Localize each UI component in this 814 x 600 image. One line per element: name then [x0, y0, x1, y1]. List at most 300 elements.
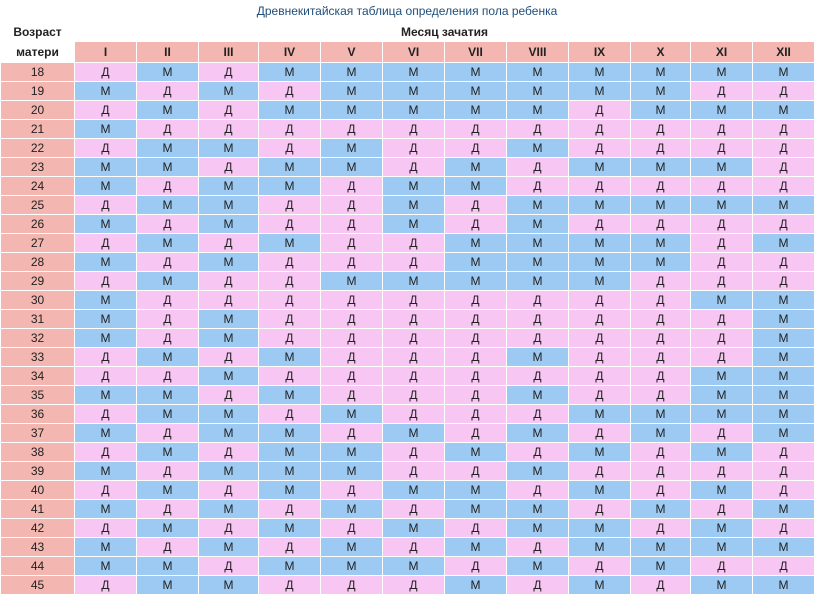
mother-age-cell: 23 [1, 158, 75, 177]
girl-cell: Д [631, 215, 691, 234]
girl-cell: Д [445, 405, 507, 424]
boy-cell: М [691, 367, 753, 386]
boy-cell: М [631, 82, 691, 101]
boy-cell: М [569, 253, 631, 272]
boy-cell: М [383, 196, 445, 215]
girl-cell: Д [753, 139, 814, 158]
boy-cell: М [507, 253, 569, 272]
girl-cell: Д [321, 519, 383, 538]
girl-cell: Д [569, 139, 631, 158]
boy-cell: М [321, 63, 383, 82]
table-row [1, 348, 814, 367]
boy-cell: М [199, 462, 259, 481]
table-row [1, 443, 814, 462]
girl-cell: Д [445, 215, 507, 234]
month-column-header: II [137, 42, 199, 63]
boy-cell: М [445, 538, 507, 557]
table-row [1, 120, 814, 139]
girl-cell: Д [321, 120, 383, 139]
month-column-header: VI [383, 42, 445, 63]
boy-cell: М [75, 386, 137, 405]
girl-cell: Д [691, 253, 753, 272]
boy-cell: М [199, 215, 259, 234]
girl-cell: Д [445, 424, 507, 443]
boy-cell: М [383, 519, 445, 538]
boy-cell: М [137, 481, 199, 500]
boy-cell: М [259, 443, 321, 462]
boy-cell: М [507, 272, 569, 291]
boy-cell: М [631, 158, 691, 177]
girl-cell: Д [199, 63, 259, 82]
girl-cell: Д [631, 443, 691, 462]
girl-cell: Д [383, 291, 445, 310]
mother-age-cell: 41 [1, 500, 75, 519]
mother-age-cell: 37 [1, 424, 75, 443]
girl-cell: Д [569, 462, 631, 481]
boy-cell: М [753, 329, 814, 348]
girl-cell: Д [383, 386, 445, 405]
girl-cell: Д [631, 348, 691, 367]
girl-cell: Д [199, 234, 259, 253]
boy-cell: М [259, 63, 321, 82]
boy-cell: М [75, 253, 137, 272]
girl-cell: Д [631, 139, 691, 158]
boy-cell: М [445, 253, 507, 272]
girl-cell: Д [199, 557, 259, 576]
boy-cell: М [199, 424, 259, 443]
boy-cell: М [753, 63, 814, 82]
boy-cell: М [691, 538, 753, 557]
boy-cell: М [631, 234, 691, 253]
girl-cell: Д [75, 443, 137, 462]
girl-cell: Д [569, 101, 631, 120]
boy-cell: М [75, 500, 137, 519]
boy-cell: М [321, 538, 383, 557]
boy-cell: М [445, 576, 507, 595]
boy-cell: М [569, 63, 631, 82]
mother-age-cell: 27 [1, 234, 75, 253]
girl-cell: Д [75, 196, 137, 215]
girl-cell: Д [631, 120, 691, 139]
table-row [1, 367, 814, 386]
boy-cell: М [631, 253, 691, 272]
boy-cell: М [753, 386, 814, 405]
boy-cell: М [569, 538, 631, 557]
month-column-header: XII [753, 42, 814, 63]
boy-cell: М [507, 462, 569, 481]
boy-cell: М [321, 272, 383, 291]
girl-cell: Д [753, 272, 814, 291]
month-column-header: V [321, 42, 383, 63]
boy-cell: М [507, 500, 569, 519]
boy-cell: М [259, 177, 321, 196]
boy-cell: М [259, 519, 321, 538]
boy-cell: М [383, 424, 445, 443]
boy-cell: М [259, 158, 321, 177]
mother-age-cell: 34 [1, 367, 75, 386]
boy-cell: М [75, 538, 137, 557]
boy-cell: М [199, 367, 259, 386]
girl-cell: Д [383, 310, 445, 329]
boy-cell: М [383, 177, 445, 196]
girl-cell: Д [75, 481, 137, 500]
girl-cell: Д [199, 101, 259, 120]
girl-cell: Д [691, 462, 753, 481]
boy-cell: М [691, 386, 753, 405]
boy-cell: М [753, 234, 814, 253]
page-title: Древнекитайская таблица определения пола ребенка [256, 4, 558, 18]
boy-cell: М [507, 557, 569, 576]
boy-cell: М [199, 139, 259, 158]
mother-age-cell: 18 [1, 63, 75, 82]
table-row [1, 462, 814, 481]
boy-cell: М [507, 196, 569, 215]
boy-cell: М [569, 405, 631, 424]
boy-cell: М [75, 424, 137, 443]
table-row [1, 101, 814, 120]
table-row [1, 329, 814, 348]
girl-cell: Д [445, 196, 507, 215]
boy-cell: М [259, 424, 321, 443]
girl-cell: Д [631, 367, 691, 386]
girl-cell: Д [75, 367, 137, 386]
boy-cell: М [631, 424, 691, 443]
girl-cell: Д [259, 272, 321, 291]
month-column-header: VII [445, 42, 507, 63]
girl-cell: Д [383, 443, 445, 462]
mother-age-cell: 26 [1, 215, 75, 234]
girl-cell: Д [507, 443, 569, 462]
table-row [1, 158, 814, 177]
table-row [1, 424, 814, 443]
girl-cell: Д [631, 519, 691, 538]
mother-age-cell: 38 [1, 443, 75, 462]
boy-cell: М [75, 158, 137, 177]
girl-cell: Д [321, 329, 383, 348]
girl-cell: Д [569, 557, 631, 576]
table-row [1, 253, 814, 272]
girl-cell: Д [569, 177, 631, 196]
girl-cell: Д [75, 139, 137, 158]
girl-cell: Д [507, 310, 569, 329]
table-row [1, 500, 814, 519]
table-row [1, 63, 814, 82]
boy-cell: М [383, 272, 445, 291]
boy-cell: М [321, 405, 383, 424]
month-column-header: IX [569, 42, 631, 63]
boy-cell: М [199, 310, 259, 329]
boy-cell: М [507, 101, 569, 120]
boy-cell: М [569, 519, 631, 538]
girl-cell: Д [569, 310, 631, 329]
girl-cell: Д [445, 139, 507, 158]
boy-cell: М [507, 424, 569, 443]
boy-cell: М [259, 348, 321, 367]
girl-cell: Д [445, 519, 507, 538]
girl-cell: Д [753, 481, 814, 500]
boy-cell: М [199, 253, 259, 272]
girl-cell: Д [75, 234, 137, 253]
girl-cell: Д [691, 557, 753, 576]
girl-cell: Д [137, 82, 199, 101]
girl-cell: Д [199, 348, 259, 367]
boy-cell: М [445, 177, 507, 196]
boy-cell: М [691, 405, 753, 424]
table-row [1, 557, 814, 576]
boy-cell: М [137, 557, 199, 576]
boy-cell: М [137, 63, 199, 82]
boy-cell: М [383, 101, 445, 120]
boy-cell: М [507, 82, 569, 101]
age-header-line2: матери [1, 42, 75, 63]
boy-cell: М [631, 500, 691, 519]
boy-cell: М [137, 158, 199, 177]
boy-cell: М [199, 82, 259, 101]
boy-cell: М [631, 196, 691, 215]
girl-cell: Д [383, 253, 445, 272]
girl-cell: Д [137, 310, 199, 329]
boy-cell: М [691, 443, 753, 462]
girl-cell: Д [75, 101, 137, 120]
boy-cell: М [445, 272, 507, 291]
table-row [1, 139, 814, 158]
table-row [1, 215, 814, 234]
girl-cell: Д [445, 329, 507, 348]
table-row [1, 386, 814, 405]
boy-cell: М [569, 443, 631, 462]
boy-cell: М [507, 215, 569, 234]
boy-cell: М [569, 158, 631, 177]
girl-cell: Д [259, 253, 321, 272]
girl-cell: Д [507, 405, 569, 424]
girl-cell: Д [259, 500, 321, 519]
boy-cell: М [321, 557, 383, 576]
mother-age-cell: 32 [1, 329, 75, 348]
boy-cell: М [691, 576, 753, 595]
boy-cell: М [569, 234, 631, 253]
girl-cell: Д [259, 291, 321, 310]
girl-cell: Д [75, 272, 137, 291]
boy-cell: М [321, 158, 383, 177]
boy-cell: М [507, 348, 569, 367]
table-row [1, 481, 814, 500]
boy-cell: М [507, 139, 569, 158]
boy-cell: М [321, 82, 383, 101]
girl-cell: Д [445, 120, 507, 139]
boy-cell: М [753, 310, 814, 329]
boy-cell: М [631, 557, 691, 576]
girl-cell: Д [383, 538, 445, 557]
girl-cell: Д [691, 329, 753, 348]
girl-cell: Д [259, 196, 321, 215]
girl-cell: Д [75, 405, 137, 424]
girl-cell: Д [259, 405, 321, 424]
girl-cell: Д [691, 82, 753, 101]
mother-age-cell: 20 [1, 101, 75, 120]
girl-cell: Д [259, 538, 321, 557]
girl-cell: Д [507, 291, 569, 310]
boy-cell: М [507, 519, 569, 538]
boy-cell: М [383, 82, 445, 101]
table-row [1, 576, 814, 595]
girl-cell: Д [445, 386, 507, 405]
boy-cell: М [383, 215, 445, 234]
boy-cell: М [569, 576, 631, 595]
boy-cell: М [75, 82, 137, 101]
boy-cell: М [137, 519, 199, 538]
girl-cell: Д [631, 576, 691, 595]
mother-age-cell: 44 [1, 557, 75, 576]
girl-cell: Д [383, 139, 445, 158]
boy-cell: М [691, 196, 753, 215]
mother-age-cell: 35 [1, 386, 75, 405]
girl-cell: Д [569, 500, 631, 519]
girl-cell: Д [199, 120, 259, 139]
table-row [1, 405, 814, 424]
boy-cell: М [137, 272, 199, 291]
boy-cell: М [259, 101, 321, 120]
boy-cell: М [445, 443, 507, 462]
boy-cell: М [753, 500, 814, 519]
boy-cell: М [631, 63, 691, 82]
girl-cell: Д [383, 329, 445, 348]
boy-cell: М [199, 329, 259, 348]
girl-cell: Д [199, 272, 259, 291]
mother-age-cell: 40 [1, 481, 75, 500]
mother-age-cell: 22 [1, 139, 75, 158]
boy-cell: М [753, 405, 814, 424]
boy-cell: М [691, 519, 753, 538]
boy-cell: М [753, 424, 814, 443]
girl-cell: Д [383, 120, 445, 139]
girl-cell: Д [383, 576, 445, 595]
boy-cell: М [445, 82, 507, 101]
girl-cell: Д [691, 500, 753, 519]
girl-cell: Д [383, 234, 445, 253]
boy-cell: М [321, 101, 383, 120]
boy-cell: М [137, 196, 199, 215]
table-row [1, 291, 814, 310]
girl-cell: Д [321, 576, 383, 595]
boy-cell: М [259, 557, 321, 576]
boy-cell: М [137, 405, 199, 424]
girl-cell: Д [445, 557, 507, 576]
girl-cell: Д [631, 310, 691, 329]
mother-age-cell: 21 [1, 120, 75, 139]
girl-cell: Д [259, 120, 321, 139]
girl-cell: Д [383, 158, 445, 177]
boy-cell: М [137, 101, 199, 120]
girl-cell: Д [753, 82, 814, 101]
boy-cell: М [691, 481, 753, 500]
boy-cell: М [569, 196, 631, 215]
boy-cell: М [75, 215, 137, 234]
girl-cell: Д [569, 386, 631, 405]
girl-cell: Д [445, 291, 507, 310]
boy-cell: М [445, 63, 507, 82]
month-column-header: I [75, 42, 137, 63]
boy-cell: М [753, 101, 814, 120]
girl-cell: Д [631, 481, 691, 500]
table-row [1, 196, 814, 215]
boy-cell: М [383, 481, 445, 500]
girl-cell: Д [383, 367, 445, 386]
boy-cell: М [75, 310, 137, 329]
girl-cell: Д [753, 557, 814, 576]
boy-cell: М [321, 500, 383, 519]
girl-cell: Д [569, 424, 631, 443]
boy-cell: М [383, 557, 445, 576]
mother-age-cell: 29 [1, 272, 75, 291]
girl-cell: Д [631, 462, 691, 481]
girl-cell: Д [631, 291, 691, 310]
table-row [1, 234, 814, 253]
girl-cell: Д [691, 272, 753, 291]
boy-cell: М [199, 196, 259, 215]
girl-cell: Д [691, 215, 753, 234]
girl-cell: Д [199, 291, 259, 310]
girl-cell: Д [137, 120, 199, 139]
girl-cell: Д [137, 329, 199, 348]
girl-cell: Д [75, 63, 137, 82]
girl-cell: Д [445, 310, 507, 329]
boy-cell: М [691, 101, 753, 120]
boy-cell: М [507, 386, 569, 405]
girl-cell: Д [321, 253, 383, 272]
girl-cell: Д [137, 367, 199, 386]
girl-cell: Д [321, 310, 383, 329]
boy-cell: М [631, 405, 691, 424]
girl-cell: Д [507, 481, 569, 500]
mother-age-cell: 30 [1, 291, 75, 310]
girl-cell: Д [321, 196, 383, 215]
girl-cell: Д [321, 348, 383, 367]
mother-age-cell: 33 [1, 348, 75, 367]
boy-cell: М [321, 443, 383, 462]
boy-cell: М [507, 234, 569, 253]
mother-age-cell: 36 [1, 405, 75, 424]
boy-cell: М [75, 291, 137, 310]
girl-cell: Д [569, 215, 631, 234]
boy-cell: М [753, 291, 814, 310]
boy-cell: М [321, 462, 383, 481]
boy-cell: М [75, 557, 137, 576]
month-column-header: XI [691, 42, 753, 63]
girl-cell: Д [507, 576, 569, 595]
girl-cell: Д [753, 158, 814, 177]
girl-cell: Д [383, 462, 445, 481]
boy-cell: М [445, 234, 507, 253]
girl-cell: Д [445, 367, 507, 386]
boy-cell: М [691, 63, 753, 82]
boy-cell: М [569, 481, 631, 500]
month-column-header: III [199, 42, 259, 63]
girl-cell: Д [569, 329, 631, 348]
girl-cell: Д [199, 386, 259, 405]
boy-cell: М [199, 576, 259, 595]
age-header-line1: Возраст [1, 23, 75, 42]
girl-cell: Д [507, 120, 569, 139]
boy-cell: М [691, 158, 753, 177]
boy-cell: М [569, 82, 631, 101]
girl-cell: Д [321, 424, 383, 443]
boy-cell: М [383, 63, 445, 82]
table-row [1, 177, 814, 196]
boy-cell: М [445, 500, 507, 519]
girl-cell: Д [259, 139, 321, 158]
girl-cell: Д [75, 519, 137, 538]
girl-cell: Д [137, 253, 199, 272]
